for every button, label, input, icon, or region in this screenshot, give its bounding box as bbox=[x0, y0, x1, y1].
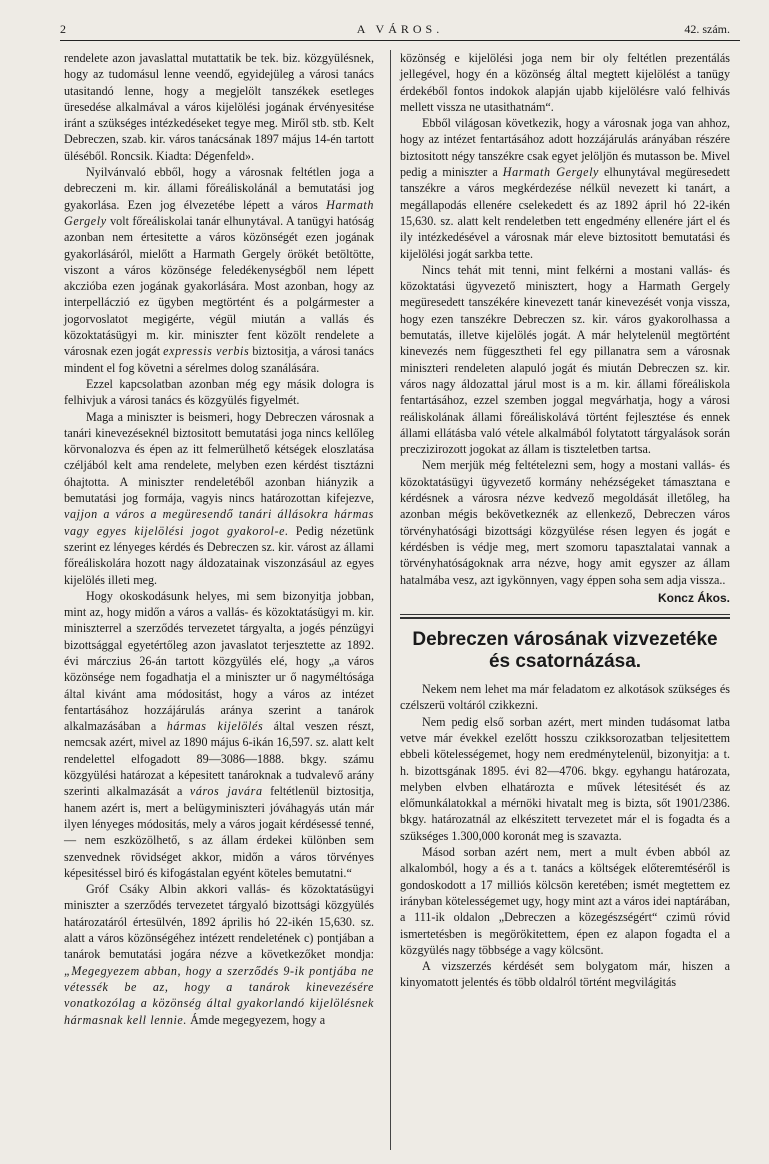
paragraph: Ezzel kapcsolatban azonban még egy másik dologra is felhivjuk a városi tanács és közgyülés figyelmét. bbox=[64, 376, 374, 408]
article-separator bbox=[400, 614, 730, 615]
paragraph: Nem merjük még feltételezni sem, hogy a mostani vallás- és közoktatásügyi ügyvezető kormány nehézségeket támasztana e kérdésnek a városra nézve kedvező megoldását illetőleg, ha azonban mégis bekövetkeznék az ellenkező, Debreczen város törvényhatósági bizottsági közgyülése résen legyen és jogát e kérdésben is védje meg, mert szomoru tapasztalatai vannak a törvényhatóságoknak arra nézve, hogy amit egyszer az állam hatalmába vesz, azt igykönnyen, vagy éppen soha sem adja vissza.. bbox=[400, 458, 730, 587]
emphasis: expressis verbis bbox=[163, 344, 250, 359]
issue-number: 42. szám. bbox=[684, 22, 730, 36]
paragraph: közönség e kijelölési joga nem bir oly feltétlen prezentálás jellegével, hogy én a közönség által megtett kijelölést a tanügy érdekéből fontos indokok alapján ujabb kijelölésre való felhivás mellett vissza ne utasithatnám“. bbox=[400, 51, 730, 114]
emphasis: hármas kijelölés bbox=[166, 719, 264, 734]
right-column bbox=[400, 50, 730, 991]
page-header bbox=[60, 20, 740, 41]
publication-title: A VÁROS. bbox=[356, 22, 444, 36]
paragraph: Ebből világosan következik, hogy a városnak joga van ahhoz, hogy az intézet fentartásához adott hozzájárulás arányában részére biztositott négy tanszékre csak egyet jelöljön és mutasson be. Mivel pedig a miniszter a Harmath Gergely elhunytával megüresedett tanszékre a város megkérdezése nélkül nevezett ki tanárt, a megállapodás ellenére cselekedett és az 1892 ápril hó 22-ikén 15,630. sz. alatt kelt rendeletben tett engedmény ellenére járt el és ily intézkedésével a városnak már eleve biztositott bemutatási és kijelölési jogát sarkba tette. bbox=[400, 116, 730, 261]
article-title bbox=[400, 629, 730, 673]
article-title-line: és csatornázása. bbox=[488, 651, 642, 673]
page-number: 2 bbox=[60, 22, 66, 36]
paragraph: Nincs tehát mit tenni, mint felkérni a mostani vallás- és közoktatási ügyvezető minisztert, hogy a Harmath Gergely megüresedett tanszékére kinevezett tanár kinevezését vonja vissza, hogy ezen tanszékre Debreczen sz. kir. város gyakorolhassa a bemutatás, illetve kijelölés jogát. A már helytelenül megtörtént kinevezés nem függesztheti fel egy pillanatra sem a városnak miniszteri rendeleten alapuló jogát és miután Debreczen sz. kir. város nagy áldozattal járul most is a m. kir. állami főreáliskola fentartásához, ezzel szemben joggal megvárhatja, hogy a városi reáliskolának állami főreáliskolává történt fejlesztése és ennek állami ellátásba való vétele alkalmából folytatott tárgyalások során preczizirozott jogokat az állam is tiszteletben tartsa. bbox=[400, 262, 730, 457]
column-divider bbox=[390, 50, 391, 1150]
paragraph: Hogy okoskodásunk helyes, mi sem bizonyitja jobban, mint az, hogy midőn a város a vallás- és közoktatásügyi m. kir. miniszterrel a szerződés tervezetet tárgyalta, a jogés pénzügyi bizottsággal egyetértőleg azon javaslatot terjesztette az 1892. évi márczius 26-án tartott közgyülés elé, hogy „a város közönsége nem fogadhatja el a miniszter ur ő nagyméltósága által kivánt ama módositást, hogy a város az intézet fentartásához hozzájárulás aránya szerint a tanárok alkalmazásában a hármas kijelölés által veszen részt, nemcsak azért, mivel az 1890 május 6-ikán 16,597. sz. alatt kelt rendelettel elfogadott 89—3086—1888. bkgy. számu közgyülési határozat a képesitett tanároknak a tudvalevő arány szerinti alkalmazását a város javára feltétlenül biztositja, hanem azért is, mert a belügyminiszteri jóváhagyás után már ilyen lényeges módositás, mely a város jogait kérdésessé tenné, — nem eszközölhető, s az állam érdekei különben sem szenvednek rövidséget akkor, midőn a város törvényes képesitéssel biró és kifogástalan egyént köteles bemutatni.“ bbox=[64, 588, 374, 880]
emphasis: Harmath Gergely bbox=[64, 197, 374, 228]
article-separator-thick bbox=[400, 617, 730, 619]
paragraph: Nyilvánvaló ebből, hogy a városnak feltétlen joga a debreczeni m. kir. állami főreáliskolánál a bemutatási jog gyakorlása. Ezen jog élvezetébe lépett a város Harmath Gergely volt főreáliskolai tanár elhunytával. A tanügyi hatóság azonban nem értesitette a város közönségét ezen jogának gyakorlásáról, mielőtt a Harmath Gergely örökét betöltötte, viszont a város közönsége feledékenységből nem lépett akczióba ezen jogának gyakorlására. Most azonban, hogy az interpelláczió ez ügyben megtörtént és a polgármester a jogorvoslatot megigérte, végül miután a vallás és közoktatásügyi m. kir. miniszter fent közölt rendelete a városnak ezen jogát expressis verbis biztositja, a városi tanács mindent el fog követni a sérelmes dolog szanálására. bbox=[64, 165, 375, 375]
paragraph: A vizszerzés kérdését sem bolygatom már, hiszen a kinyomatott jelentés és több oldalról történt megvilágitás bbox=[400, 959, 730, 990]
emphasis: város javára bbox=[189, 784, 263, 799]
article-title-line: Debreczen városának vizvezetéke bbox=[412, 629, 718, 651]
paragraph: Maga a miniszter is beismeri, hogy Debreczen városnak a tanári kinevezéseknél biztositott bemutatási joga nincs kellőleg körvonalozva és épen az itt felmerülhető kétségek eloszlatása czéljából kelt ama rendelete, melyben ezen kérdést tisztázni óhajtotta. A miniszter rendeletéből azonban hiányzik a bemutatási jog formája, vagyis nincs határozottan kifejezve, vajjon a város a megüresendő tanári állásokra hármas vagy egyes kijelölési jogot gyakorol-e. Pedig nézetünk szerint ez lényeges kérdés és Debreczen sz. kir. várost az állami főreáliskolára hozott nagy áldozatainak viszonzásául az egyes kijelölés illeti meg. bbox=[64, 409, 375, 587]
left-column bbox=[64, 50, 374, 1028]
paragraph: Nem pedig első sorban azért, mert minden tudásomat latba vetve már évekkel ezelőtt hosszu czikksorozatban teljesitettem ebbeli kötelességemet, hogy nem eredménytelenül, bizonyitja: a t. h. bizottsgának 1895. évi 82—4706. bkgy. egyhangu határozata, melyben elvben elhatározta e művek létesitését és az előmunkálatokkal a mérnöki hivatalt meg is bizta, sőt 1901/2386. bkgy. határozatnál az elkészitett tervezetet már el is fogadta és a szükséges 1.300,000 koronát meg is szavazta. bbox=[400, 714, 730, 843]
emphasis: vajjon a város a megüresendő tanári állásokra hármas vagy egyes kijelölési jogot gyakorol-e. bbox=[64, 507, 374, 538]
paragraph: Másod sorban azért nem, mert a mult évben abból az alkalomból, hogy a és a t. tanács a költségek előteremtéséről is gondoskodott a 17 milliós kölcsön keretében; ismét megtettem ez irányban kötelességemet ugy, hogy mint azt a város idei naptárában, a 111-ik oldalon „Debreczen a közegészségért“ czimü róvid ismertetésben is megörökitettem, épen ez alapon fogadta el a közgyülés nagy többsége a vagy kölcsönt. bbox=[400, 845, 731, 957]
paragraph: rendelete azon javaslattal mutattatik be tek. biz. közgyülésnek, hogy az tudomásul lenne veendő, egyidejüleg a városi tanács utasitandó lenne, hogy a megjelölt tanszékek esetleges üresedése alkalmával a város kijelölési jogának érvényesitése iránt a szükséges intézkedéseket tegye meg. Miről stb. stb. Kelt Debreczen, szab. kir. város tanácsának 1897 május 14-én tartott üléséből. Roncsik. Kiadta: Dégenfeld». bbox=[64, 51, 374, 163]
emphasis: Harmath Gergely bbox=[502, 165, 599, 180]
author-signature: Koncz Ákos. bbox=[657, 590, 730, 605]
emphasis: „Megegyezem abban, hogy a szerződés 9-ik pontjába ne vétessék be az, hogy a tanárok kinevezésére vonatkozólag a közönség által gyakorlandó kijelölésnek hármasnak kell lennie. bbox=[64, 963, 374, 1027]
paragraph: Gróf Csáky Albin akkori vallás- és közoktatásügyi miniszter a szerződés tervezetet tárgyaló bizottsági közgyülés határozatáról értesülvén, 1892 április hó 22-ikén 15,630. sz. alatt a város közönségéhez intézett rendeletének c) pontjában a tanárok bemutatási jogára nézve a következőket mondja: „Megegyezem abban, hogy a szerződés 9-ik pontjába ne vétessék be az, hogy a tanárok kinevezésére vonatkozólag a közönség által gyakorlandó kijelölésnek hármasnak kell lennie. Ámde megegyezem, hogy a bbox=[64, 882, 374, 1027]
paragraph: Nekem nem lehet ma már feladatom ez alkotások szükséges és czélszerü voltáról czikkezni. bbox=[400, 682, 730, 713]
